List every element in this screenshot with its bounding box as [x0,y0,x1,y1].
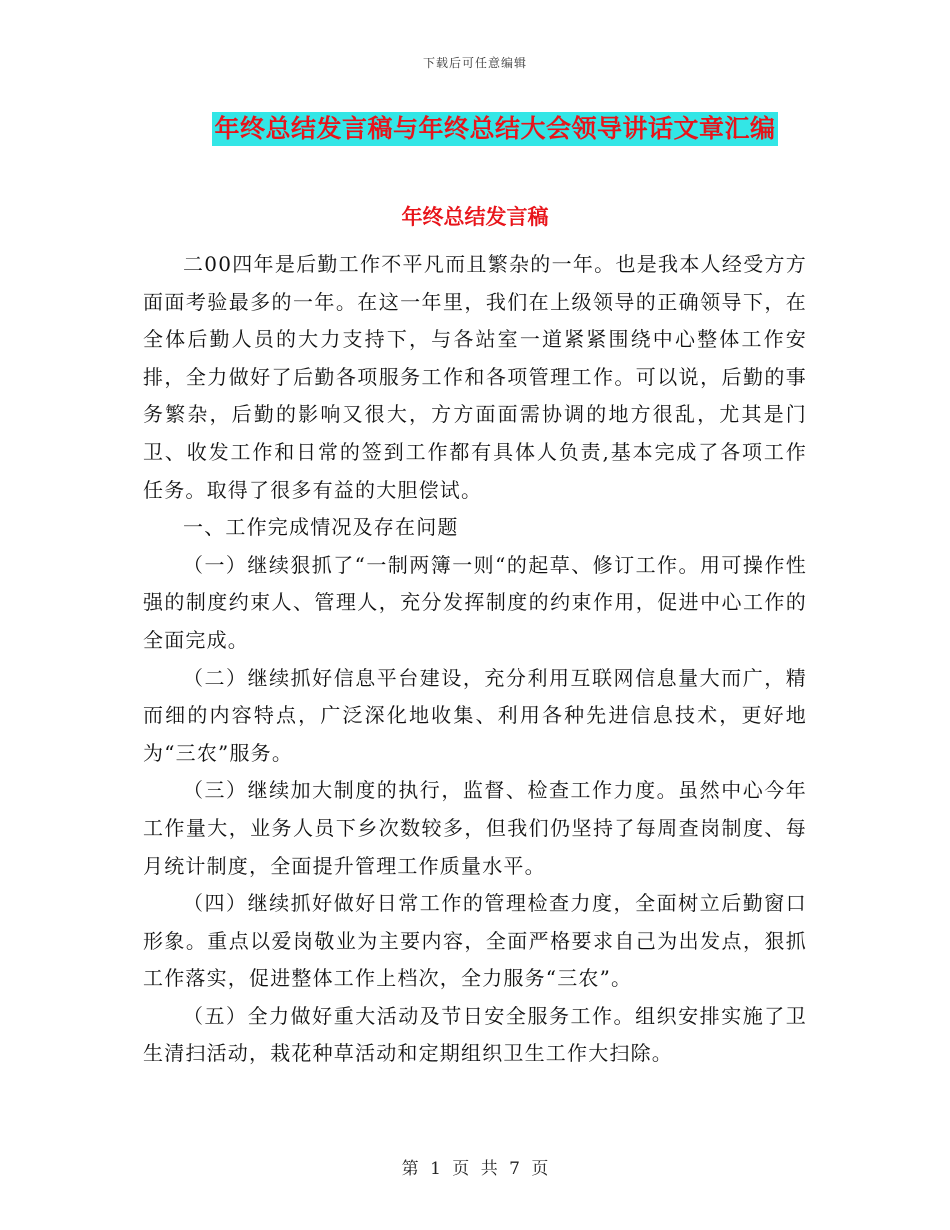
paragraph-item-1: （一）继续狠抓了“一制两簿一则“的起草、修订工作。用可操作性强的制度约束人、管理人，充分发挥制度的约束作用，促进中心工作的全面完成。 [143,552,807,652]
page-footer: 第 1 页 共 7 页 [401,1159,549,1179]
header-note: 下载后可任意编辑 [422,56,527,70]
section-title: 年终总结发言稿 [401,205,549,229]
document-body [143,246,807,1073]
main-title-container [0,112,950,146]
paragraph-item-2: （二）继续抓好信息平台建设，充分利用互联网信息量大而广，精而细的内容特点，广泛深化地收集、利用各种先进信息技术，更好地为“三农”服务。 [143,665,807,765]
main-title: 年终总结发言稿与年终总结大会领导讲话文章汇编 [212,112,777,146]
paragraph-item-4: （四）继续抓好做好日常工作的管理检查力度，全面树立后勤窗口形象。重点以爱岗敬业为主要内容，全面严格要求自己为出发点，狠抓工作落实，促进整体工作上档次，全力服务“三农”。 [143,891,807,991]
paragraph-item-5: （五）全力做好重大活动及节日安全服务工作。组织安排实施了卫生清扫活动，栽花种草活动和定期组织卫生工作大扫除。 [143,1003,807,1066]
heading-work-status: 一、工作完成情况及存在问题 [183,515,459,540]
paragraph-item-3: （三）继续加大制度的执行，监督、检查工作力度。虽然中心今年工作量大，业务人员下乡次数较多，但我们仍坚持了每周查岗制度、每月统计制度，全面提升管理工作质量水平。 [143,778,807,878]
paragraph-intro: 二00四年是后勤工作不平凡而且繁杂的一年。也是我本人经受方方面面考验最多的一年。在这一年里，我们在上级领导的正确领导下，在全体后勤人员的大力支持下，与各站室一道紧紧围绕中心整体工作安排，全力做好了后勤各项服务工作和各项管理工作。可以说，后勤的事务繁杂，后勤的影响又很大，方方面面需协调的地方很乱，尤其是门卫、收发工作和日常的签到工作都有具体人负责,基本完成了各项工作任务。取得了很多有益的大胆偿试。 [143,252,807,502]
